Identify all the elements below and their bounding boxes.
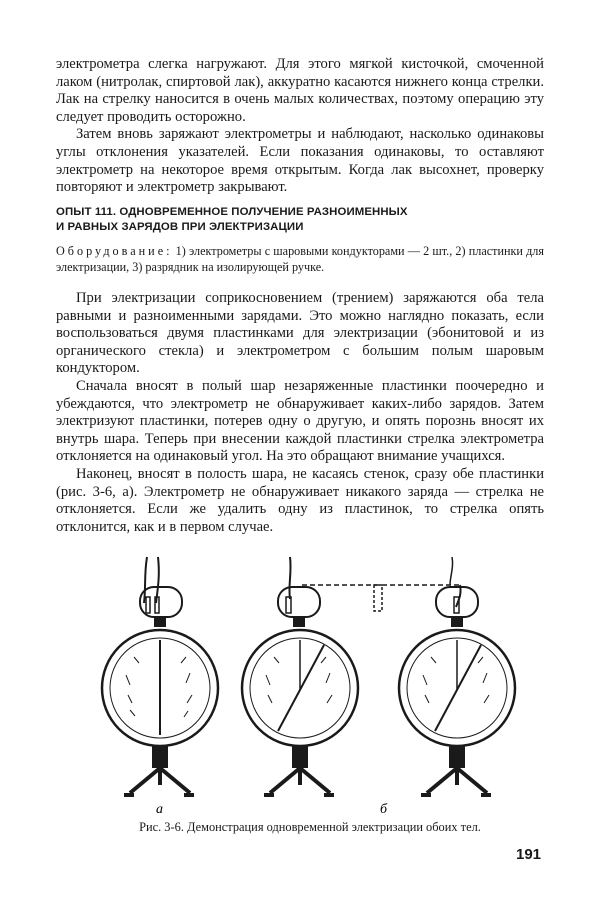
paragraph-2: Затем вновь заряжают электрометры и наблюдают, насколько одинаковы углы отклонения указателей. Если показания одинаковы, то оставляют электрометр на некоторое время открытым. Когда лак высохнет, проверку повторяют и электрометр закрывают.: [56, 126, 544, 196]
paragraph-1: электрометра слегка нагружают. Для этого мягкой кисточкой, смоченной лаком (нитролак, спиртовой лак), аккуратно касаются нижнего конца стрелки. Лак на стрелку наносится в очень малых количествах, поэтому операцию эту следует проводить осторожно.: [56, 56, 544, 125]
body-text: [56, 290, 544, 536]
equipment-note: [56, 244, 544, 275]
figure-label-a: а: [156, 802, 163, 815]
paragraph-3: При электризации соприкосновением (трением) заряжаются оба тела равными и разноименными зарядами. Это можно наглядно показать, если воспользоваться двумя пластинками для электризации (эбонитовой и из органического стекла) и электрометром с большим полым шаровым кондуктором.: [56, 290, 544, 377]
equipment-label: Оборудование:: [56, 244, 173, 258]
electrometer-b: [242, 557, 358, 795]
electrometer-a: [102, 557, 218, 795]
equipment-text: 1) электрометры с шаровыми кондукторами — 2 шт., 2) пластинки для электризации, 3) разрядник на изолирующей ручке.: [56, 244, 544, 274]
electrometer-c: [399, 557, 515, 795]
experiment-heading: [56, 205, 516, 235]
heading-line-1: ОПЫТ 111. ОДНОВРЕМЕННОЕ ПОЛУЧЕНИЕ РАЗНОИМЕННЫХ: [56, 206, 408, 218]
figure-caption: Рис. 3-6. Демонстрация одновременной электризации обоих тел.: [139, 820, 481, 834]
page-number: 191: [516, 846, 542, 863]
paragraph-5: Наконец, вносят в полость шара, не касаясь стенок, сразу обе пластинки (рис. 3-6, а). Электрометр не обнаруживает никакого заряда — стрелка не отклоняется. Если же удалить одну из пластинок, то стрелка опять отклонится, как и в первом случае.: [56, 465, 544, 535]
heading-line-2: И РАВНЫХ ЗАРЯДОВ ПРИ ЭЛЕКТРИЗАЦИИ: [56, 221, 304, 233]
paragraph-4: Сначала вносят в полый шар незаряженные пластинки поочередно и убеждаются, что электрометр не обнаруживает каких-либо зарядов. Затем электризуют пластинки, потерев одну о другую, и опять порознь вносят их внутрь шара. Теперь при внесении каждой пластинки стрелка электрометра отклоняется на одинаковый угол. На это обращают внимание учащихся.: [56, 377, 544, 465]
figure-label-b: б: [380, 802, 388, 815]
top-text: [56, 56, 544, 197]
electrometer-figure: [100, 545, 540, 815]
